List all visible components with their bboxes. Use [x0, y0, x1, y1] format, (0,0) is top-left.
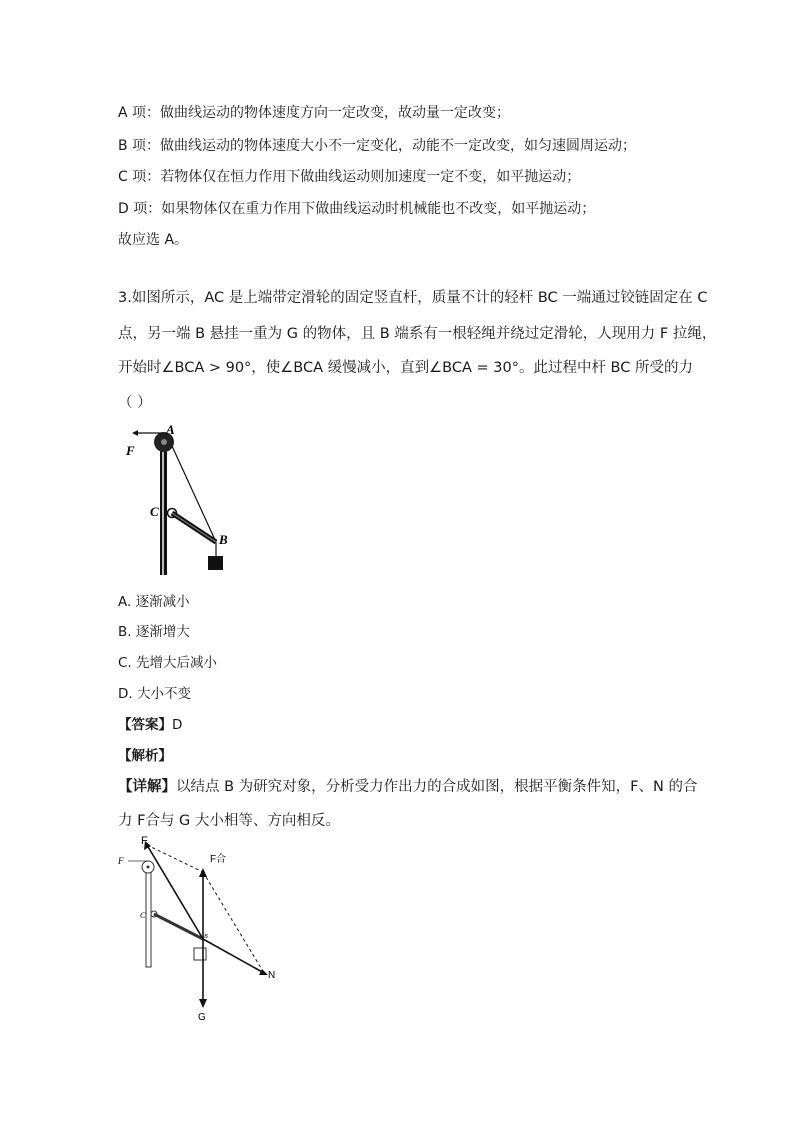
question-line-2: 点，另一端 B 悬挂一重为 G 的物体，且 B 端系有一根轻绳并绕过定滑轮，人现用力 F 拉绳，: [118, 326, 717, 342]
figure-label-c: C: [150, 504, 159, 519]
detail-label: 【详解】: [118, 779, 176, 795]
figure-label-b: B: [219, 532, 228, 547]
question-line-1: 3.如图所示，AC 是上端带定滑轮的固定竖直杆，质量不计的轻杆 BC 一端通过铰链固定在 C: [118, 290, 708, 306]
diagram-label-b: B: [204, 934, 208, 940]
force-diagram: [116, 832, 286, 1028]
analysis-conclusion: 故应选 A。: [118, 232, 189, 248]
diagram-label-g: G: [198, 1012, 206, 1023]
diagram-label-f-resultant: F合: [210, 854, 227, 865]
detail-text-1: 以结点 B 为研究对象，分析受力作出力的合成如图，根据平衡条件知，F、N 的合: [176, 779, 698, 795]
question-line-3: 开始时∠BCA > 90°，使∠BCA 缓慢减小，直到∠BCA = 30°。此过程中杆 BC 所受的力: [118, 360, 693, 376]
weight-block: [194, 948, 206, 960]
figure-label-f: F: [126, 443, 135, 458]
answer-line: [118, 715, 182, 735]
analysis-line-b: B 项：做曲线运动的物体速度大小不一定变化，动能不一定改变，如匀速圆周运动；: [118, 138, 637, 154]
vertical-rod: [146, 867, 151, 967]
choice-d: D. 大小不变: [118, 686, 191, 702]
figure-label-a: A: [166, 422, 175, 437]
question-answer-paren: （ ）: [118, 395, 152, 411]
analysis-line-c: C 项：若物体仅在恒力作用下做曲线运动则加速度一定不变，如平抛运动；: [118, 169, 581, 185]
force-n-arrow: [203, 939, 264, 973]
question-figure: [122, 420, 232, 580]
diagram-label-c: C: [140, 911, 146, 920]
analysis-line-a: A 项：做曲线运动的物体速度方向一定改变，故动量一定改变；: [118, 105, 511, 121]
weight-block: [208, 556, 223, 570]
choice-b: B. 逐渐增大: [118, 624, 190, 640]
choice-a: A. 逐渐减小: [118, 594, 190, 610]
detail-line-2: 力 F合与 G 大小相等、方向相反。: [118, 813, 340, 829]
analysis-line-d: D 项：如果物体仅在重力作用下做曲线运动时机械能也不改变，如平抛运动；: [118, 201, 596, 217]
answer-value: D: [172, 717, 183, 733]
choice-c: C. 先增大后减小: [118, 655, 218, 671]
diagram-label-f-left: F: [118, 856, 124, 866]
answer-label: 【答案】: [118, 717, 172, 733]
detail-line-1: [118, 776, 697, 798]
diagram-label-f-top: F: [141, 835, 148, 847]
diagram-label-n: N: [268, 970, 276, 981]
analysis-heading: [118, 746, 172, 766]
analysis-label: 【解析】: [118, 748, 172, 764]
